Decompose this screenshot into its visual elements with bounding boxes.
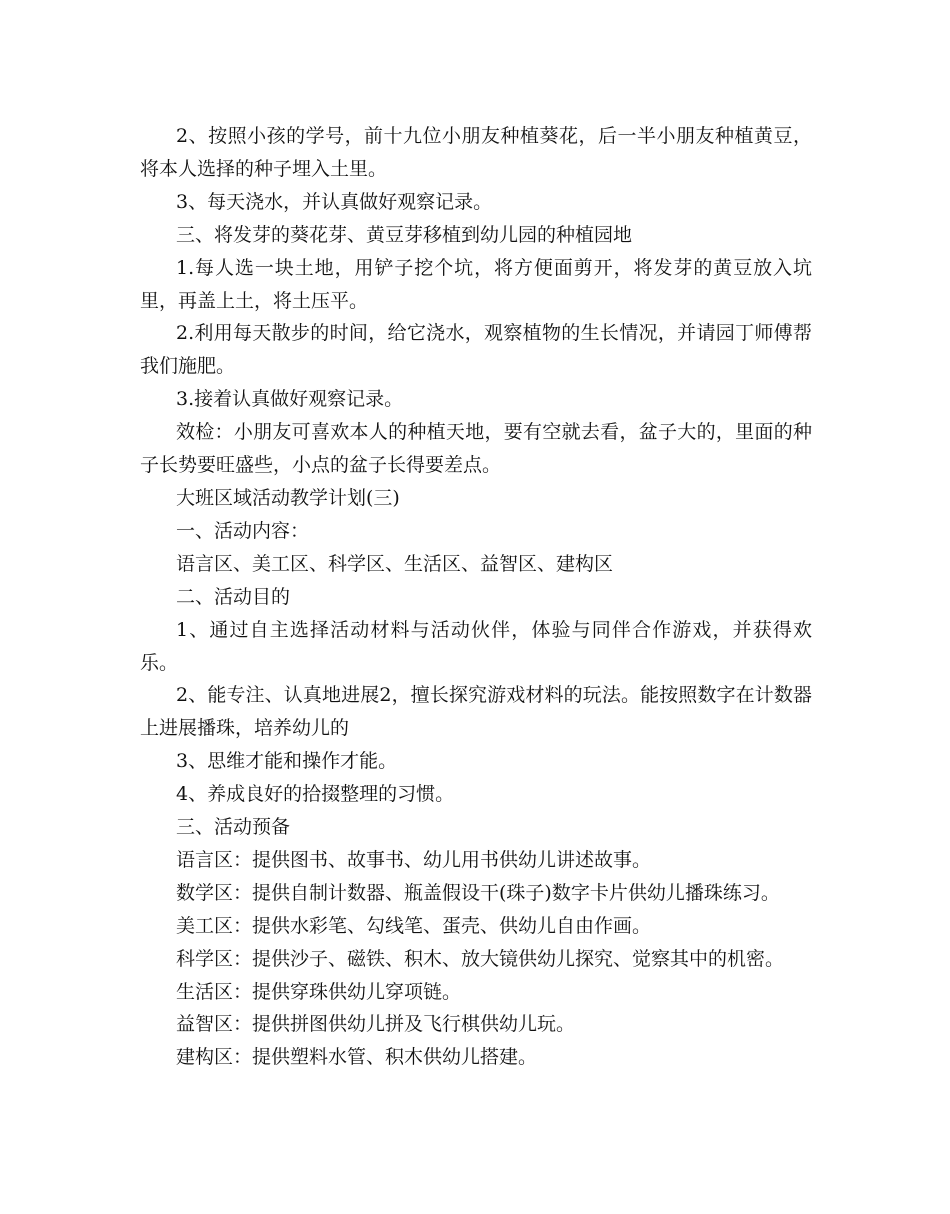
paragraph: 3、思维才能和操作才能。	[176, 750, 398, 773]
paragraph: 益智区：提供拼图供幼儿拼及飞行棋供幼儿玩。	[176, 1013, 576, 1036]
paragraph: 生活区：提供穿珠供幼儿穿项链。	[176, 980, 462, 1003]
paragraph: 3.接着认真做好观察记录。	[176, 388, 404, 411]
document-title: 大班区域活动教学计划(三)	[176, 486, 400, 509]
paragraph: 科学区：提供沙子、磁铁、积木、放大镜供幼儿探究、觉察其中的机密。	[176, 947, 785, 970]
paragraph: 2.利用每天散步的时间，给它浇水，观察植物的生长情况，并请园丁师傅帮我们施肥。	[140, 322, 812, 378]
paragraph: 建构区：提供塑料水管、积木供幼儿搭建。	[176, 1046, 538, 1069]
section-heading: 三、将发芽的葵花芽、黄豆芽移植到幼儿园的种植园地	[176, 223, 633, 246]
paragraph: 2、按照小孩的学号，前十九位小朋友种植葵花，后一半小朋友种植黄豆，将本人选择的种子埋入土里。	[140, 125, 812, 180]
paragraph: 美工区：提供水彩笔、勾线笔、蛋壳、供幼儿自由作画。	[176, 914, 652, 937]
paragraph: 数学区：提供自制计数器、瓶盖假设干(珠子)数字卡片供幼儿播珠练习。	[176, 881, 780, 904]
paragraph: 1、通过自主选择活动材料与活动伙伴，体验与同伴合作游戏，并获得欢乐。	[140, 618, 812, 674]
section-heading: 一、活动内容：	[176, 519, 310, 542]
document-body	[140, 120, 812, 1074]
paragraph: 语言区、美工区、科学区、生活区、益智区、建构区	[176, 552, 614, 575]
paragraph: 效检：小朋友可喜欢本人的种植天地，要有空就去看，盆子大的，里面的种子长势要旺盛些，小点的盆子长得要差点。	[140, 421, 812, 477]
paragraph: 2、能专注、认真地进展2，擅长探究游戏材料的玩法。能按照数字在计数器上进展播珠，培养幼儿的	[140, 684, 812, 740]
section-heading: 三、活动预备	[176, 816, 291, 839]
paragraph: 1.每人选一块土地，用铲子挖个坑，将方便面剪开，将发芽的黄豆放入坑里，再盖上土，将土压平。	[140, 256, 812, 312]
paragraph: 3、每天浇水，并认真做好观察记录。	[176, 190, 493, 213]
paragraph: 4、养成良好的拾掇整理的习惯。	[176, 783, 455, 806]
section-heading: 二、活动目的	[176, 585, 291, 608]
paragraph: 语言区：提供图书、故事书、幼儿用书供幼儿讲述故事。	[176, 848, 652, 871]
